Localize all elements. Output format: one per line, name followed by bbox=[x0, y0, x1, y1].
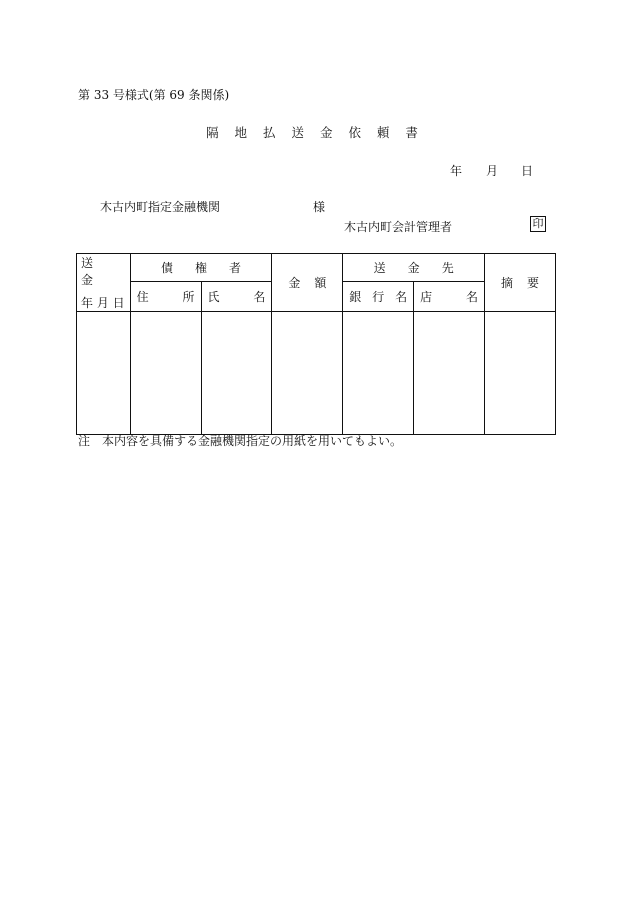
form-title: 隔 地 払 送 金 依 頼 書 bbox=[206, 125, 424, 140]
bank-name-cell[interactable] bbox=[343, 312, 414, 435]
footnote-label: 注 bbox=[78, 434, 91, 448]
bank-char-2: 行 bbox=[372, 290, 385, 305]
destination-char-1: 送 bbox=[373, 261, 386, 276]
addressee-honorific: 様 bbox=[313, 200, 326, 214]
form-number: 第 33 号様式(第 69 条関係) bbox=[78, 88, 230, 102]
destination-char-2: 金 bbox=[407, 261, 420, 276]
remit-date-top: 送 金 bbox=[81, 256, 118, 287]
address-char-2: 所 bbox=[182, 290, 195, 305]
name-char-2: 名 bbox=[253, 290, 266, 305]
amount-char-2: 額 bbox=[314, 276, 327, 290]
memo-char-1: 摘 bbox=[501, 276, 514, 290]
creditor-address-cell[interactable] bbox=[130, 312, 201, 435]
branch-char-1: 店 bbox=[420, 290, 433, 305]
creditor-address-header bbox=[130, 282, 201, 312]
name-char-1: 氏 bbox=[207, 290, 220, 305]
creditor-header bbox=[130, 254, 272, 282]
branch-name-cell[interactable] bbox=[414, 312, 485, 435]
memo-header bbox=[485, 254, 556, 312]
footnote-text: 本内容を具備する金融機関指定の用紙を用いてもよい。 bbox=[102, 434, 403, 448]
date-day-label: 日 bbox=[521, 164, 534, 178]
destination-header bbox=[343, 254, 485, 282]
remittance-table bbox=[76, 253, 556, 435]
creditor-name-cell[interactable] bbox=[201, 312, 272, 435]
creditor-char-2: 権 bbox=[195, 261, 208, 276]
memo-cell[interactable] bbox=[485, 312, 556, 435]
creditor-char-3: 者 bbox=[229, 261, 242, 276]
address-char-1: 住 bbox=[136, 290, 149, 305]
creditor-char-1: 債 bbox=[161, 261, 174, 276]
bank-char-1: 銀 bbox=[349, 290, 362, 305]
date-month-label: 月 bbox=[486, 164, 499, 178]
remit-date-header bbox=[77, 254, 131, 312]
amount-header bbox=[272, 254, 343, 312]
destination-char-3: 先 bbox=[441, 261, 454, 276]
amount-char-1: 金 bbox=[288, 276, 301, 290]
branch-char-2: 名 bbox=[466, 290, 479, 305]
sender-name: 木古内町会計管理者 bbox=[344, 220, 453, 234]
footnote bbox=[78, 432, 402, 449]
addressee-name: 木古内町指定金融機関 bbox=[100, 200, 221, 214]
bank-name-header bbox=[343, 282, 414, 312]
branch-name-header bbox=[414, 282, 485, 312]
seal-mark: 印 bbox=[530, 216, 546, 232]
creditor-name-header bbox=[201, 282, 272, 312]
remit-date-bottom: 年 月 日 bbox=[81, 296, 125, 310]
remit-date-cell[interactable] bbox=[77, 312, 131, 435]
bank-char-3: 名 bbox=[395, 290, 408, 305]
date-year-label: 年 bbox=[450, 164, 463, 178]
amount-cell[interactable] bbox=[272, 312, 343, 435]
memo-char-2: 要 bbox=[527, 276, 540, 290]
